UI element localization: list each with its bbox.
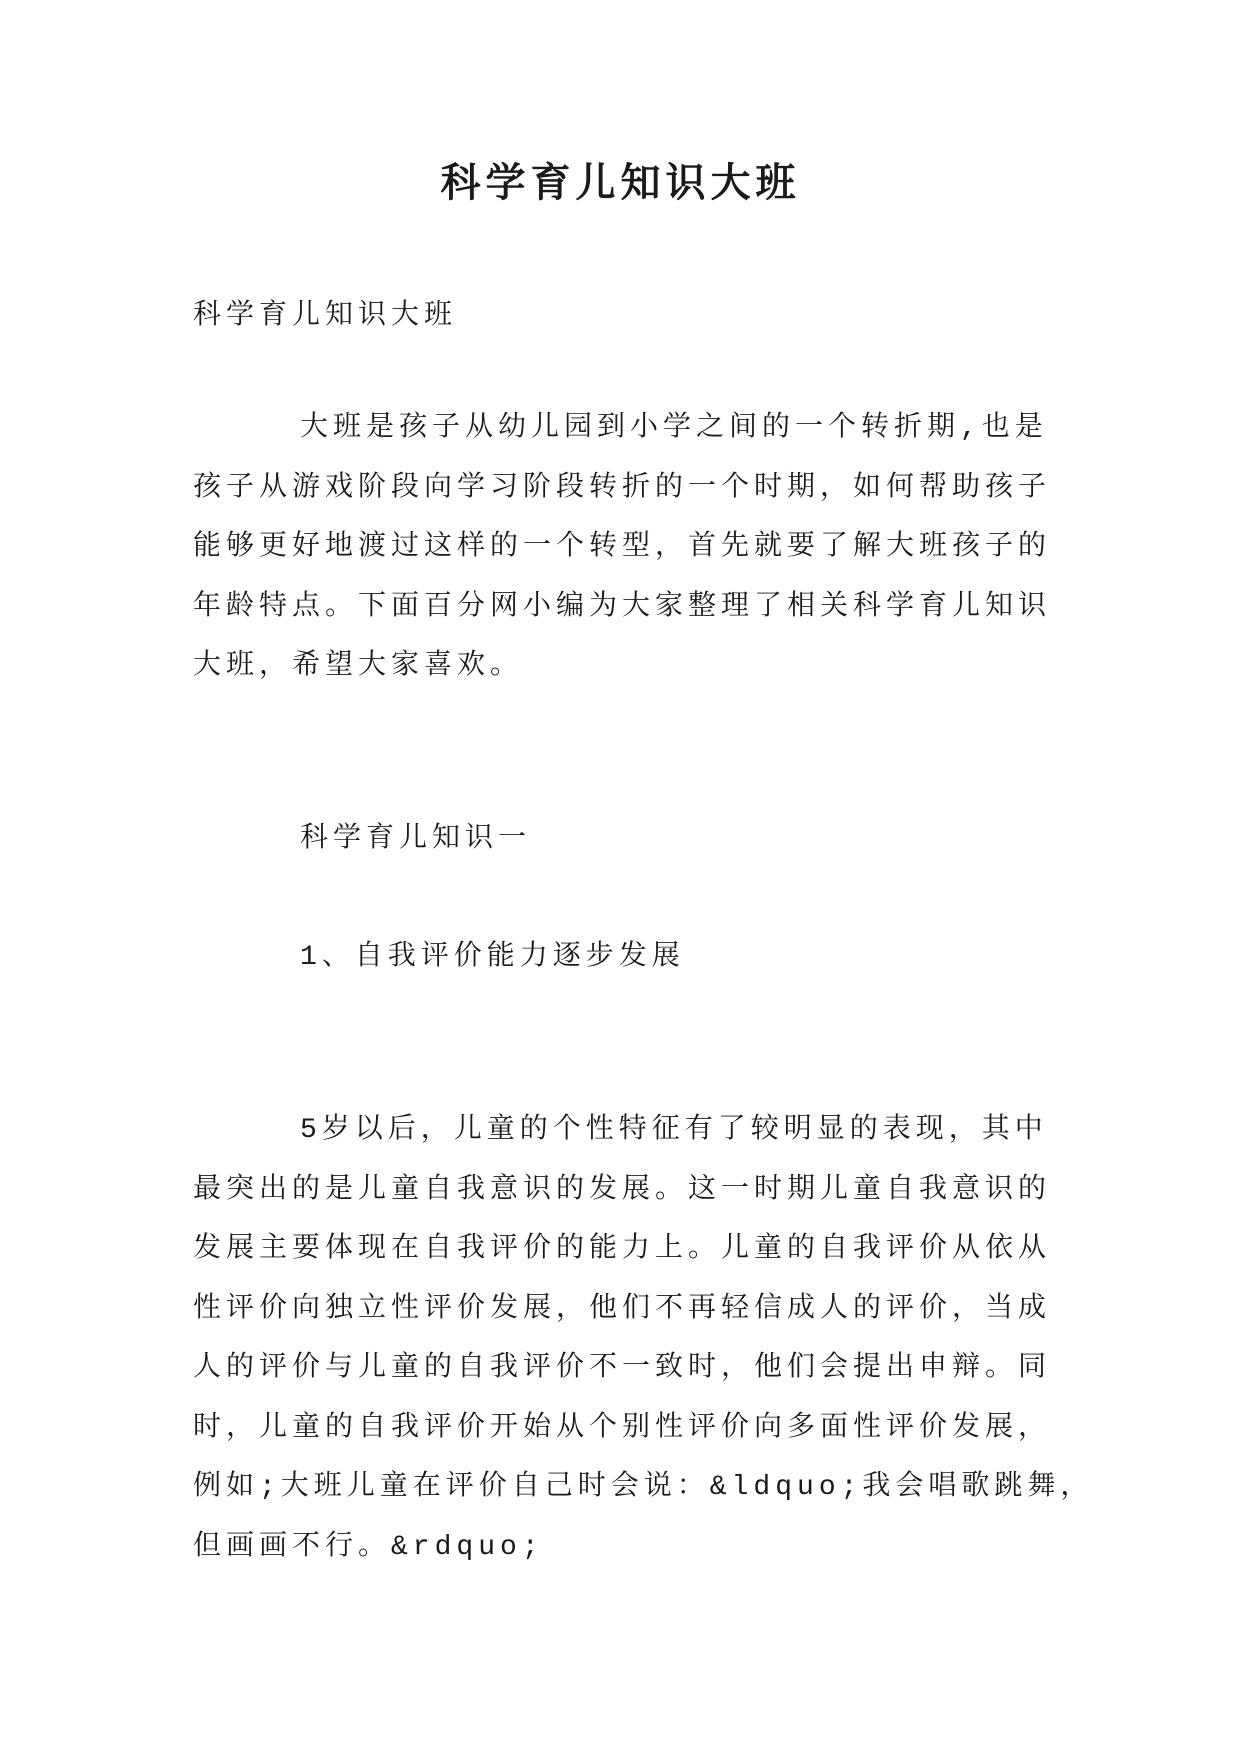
document-title: 科学育儿知识大班: [440, 160, 801, 205]
item-heading: 1、自我评价能力逐步发展: [300, 942, 685, 973]
paragraph-line: 性评价向独立性评价发展，他们不再轻信成人的评价，当成: [193, 1293, 1052, 1325]
paragraph-line: 最突出的是儿童自我意识的发展。这一时期儿童自我意识的: [193, 1174, 1052, 1206]
paragraph-line: 5岁以后，儿童的个性特征有了较明显的表现，其中: [300, 1115, 1048, 1146]
paragraph-line: 发展主要体现在自我评价的能力上。儿童的自我评价从依从: [193, 1234, 1052, 1265]
paragraph-line: 年龄特点。下面百分网小编为大家整理了相关科学育儿知识: [193, 591, 1052, 623]
paragraph-line: 大班，希望大家喜欢。: [193, 651, 524, 682]
paragraph-line: 大班是孩子从幼儿园到小学之间的一个转折期,也是: [300, 413, 1048, 444]
paragraph-line: 孩子从游戏阶段向学习阶段转折的一个时期，如何帮助孩子: [193, 472, 1052, 504]
paragraph-line: 但画画不行。&rdquo;: [193, 1531, 544, 1563]
paragraph-line: 人的评价与儿童的自我评价不一致时，他们会提出申辩。同: [193, 1353, 1052, 1384]
intro-paragraph: [193, 399, 1093, 697]
section-heading: 科学育儿知识一: [300, 824, 532, 855]
paragraph-line: 能够更好地渡过这样的一个转型，首先就要了解大班孩子的: [193, 532, 1052, 563]
paragraph-line: 例如;大班儿童在评价自己时会说：&ldquo;我会唱歌跳舞，: [193, 1472, 1094, 1503]
paragraph-line: 时，儿童的自我评价开始从个别性评价向多面性评价发展，: [193, 1412, 1052, 1444]
item-paragraph: [193, 1101, 1093, 1577]
document-subtitle: 科学育儿知识大班: [193, 301, 458, 332]
